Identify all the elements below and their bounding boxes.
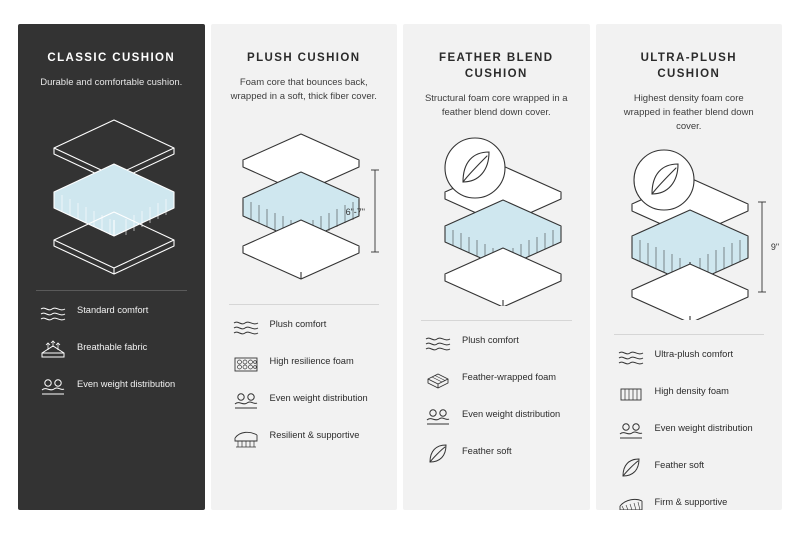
cushion-illustration-ultra-plush: [612, 140, 779, 330]
feature-item: [227, 426, 382, 450]
card-description: Structural foam core wrapped in a feather blend down cover.: [424, 93, 568, 118]
wave-lines-icon: [231, 315, 261, 339]
feature-item: [227, 315, 382, 339]
card-description: Foam core that bounces back, wrapped in a soft, thick fiber cover.: [230, 77, 377, 102]
cushion-illustration-classic: [34, 96, 189, 286]
feature-item: [612, 345, 767, 369]
feature-label: Plush comfort: [269, 319, 327, 329]
card-description: Highest density foam core wrapped in feather blend down cover.: [623, 93, 754, 132]
feature-item: [419, 405, 574, 429]
leaf-badge: [634, 150, 694, 210]
feature-label: Feather-wrapped foam: [462, 372, 557, 382]
even-weight-icon: [423, 405, 453, 429]
feature-item: [612, 382, 767, 406]
feature-item: [419, 368, 574, 392]
even-weight-icon: [616, 419, 646, 443]
feature-item: [34, 301, 189, 325]
even-weight-icon: [38, 375, 68, 399]
card-title: CLASSIC CUSHION: [47, 52, 176, 64]
feature-label: Feather soft: [462, 446, 512, 456]
feature-list: [227, 304, 382, 450]
feature-label: Even weight distribution: [77, 379, 176, 389]
card-feather-blend-cushion[interactable]: [403, 24, 590, 510]
feature-item: [612, 493, 767, 510]
feature-item: [419, 331, 574, 355]
divider: [36, 290, 187, 291]
feature-label: Feather soft: [654, 460, 705, 470]
cushion-illustration-feather-blend: [419, 126, 574, 316]
feature-label: High density foam: [654, 386, 729, 396]
card-classic-cushion[interactable]: [18, 24, 205, 510]
feature-item: [612, 456, 767, 480]
card-ultra-plush-cushion[interactable]: [596, 24, 783, 510]
feature-list: [419, 320, 574, 466]
feature-label: Plush comfort: [462, 335, 519, 345]
card-description: Durable and comfortable cushion.: [40, 77, 183, 88]
feature-label: Even weight distribution: [269, 393, 368, 403]
card-plush-cushion[interactable]: [211, 24, 398, 510]
feature-item: [419, 442, 574, 466]
feature-label: Ultra-plush comfort: [654, 349, 734, 359]
divider: [421, 320, 572, 321]
feature-list: [34, 290, 189, 399]
leaf-badge: [445, 138, 505, 198]
wave-lines-icon: [616, 345, 646, 369]
measurement-label: 9": [770, 242, 779, 252]
feature-item: [612, 419, 767, 443]
feature-label: Firm & supportive: [654, 497, 728, 507]
feature-label: High resilience foam: [269, 356, 354, 366]
feature-label: Standard comfort: [77, 305, 149, 315]
divider: [229, 304, 380, 305]
feature-list: [612, 334, 767, 510]
measurement-label: 6"-7": [345, 207, 365, 217]
feather-icon: [423, 442, 453, 466]
resilient-support-icon: [231, 426, 261, 450]
feature-item: [227, 352, 382, 376]
even-weight-icon: [231, 389, 261, 413]
feature-item: [227, 389, 382, 413]
feature-label: Resilient & supportive: [269, 430, 360, 440]
feature-label: Breathable fabric: [77, 342, 148, 352]
divider: [614, 334, 765, 335]
cushion-illustration-plush: [227, 110, 382, 300]
wave-lines-icon: [38, 301, 68, 325]
high-density-foam-icon: [616, 382, 646, 406]
card-title: PLUSH CUSHION: [247, 52, 361, 64]
high-resilience-foam-icon: [231, 352, 261, 376]
card-title: ULTRA-PLUSH CUSHION: [640, 52, 737, 80]
wave-lines-icon: [423, 331, 453, 355]
card-title: FEATHER BLEND CUSHION: [439, 52, 554, 80]
feather-wrapped-foam-icon: [423, 368, 453, 392]
feature-label: Even weight distribution: [462, 409, 561, 419]
firm-support-icon: [616, 493, 646, 510]
breathable-fabric-icon: [38, 338, 68, 362]
feature-item: [34, 375, 189, 399]
feature-item: [34, 338, 189, 362]
feature-label: Even weight distribution: [654, 423, 753, 433]
feather-icon: [616, 456, 646, 480]
